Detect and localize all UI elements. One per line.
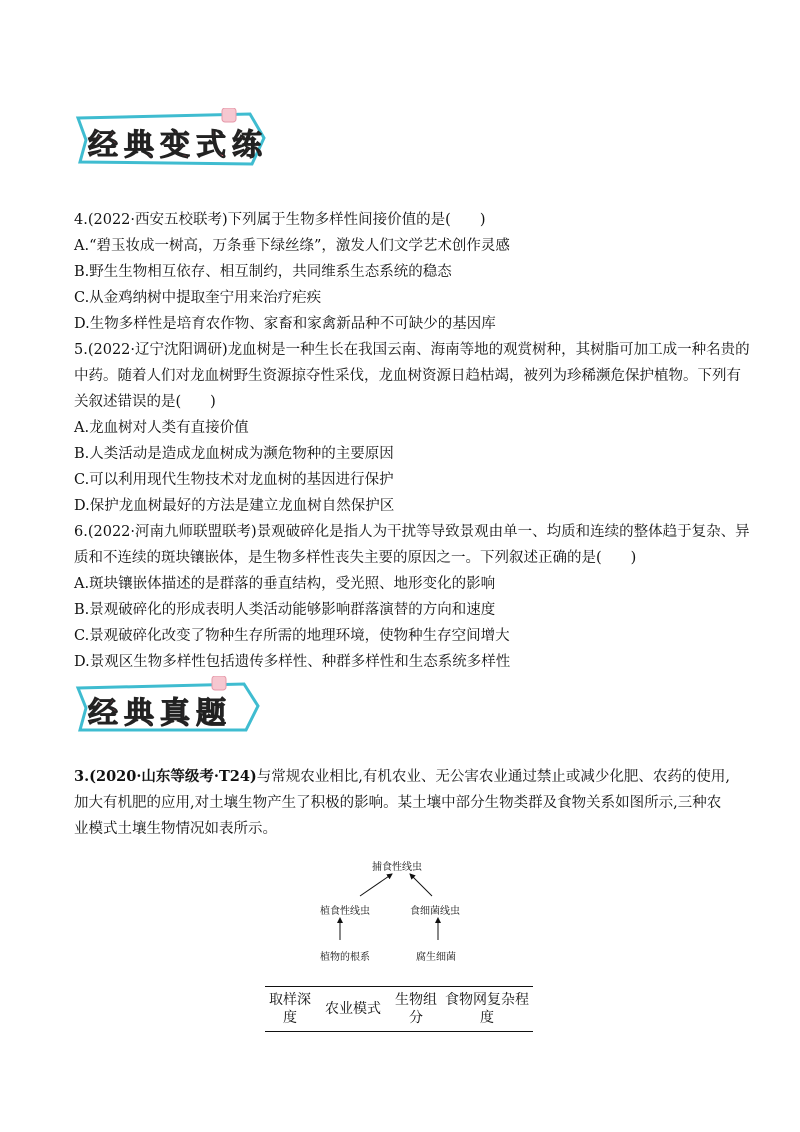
food-web-node-mid-left: 植食性线虫 — [320, 906, 370, 917]
food-web-node-top: 捕食性线虫 — [372, 862, 422, 873]
question-5-stem-line1: 5.(2022·辽宁沈阳调研)龙血树是一种生长在我国云南、海南等地的观赏树种，其树脂可加工成一种名贵的 — [74, 342, 750, 358]
question-6-stem-line1: 6.(2022·河南九师联盟联考)景观破碎化是指人为干扰等导致景观由单一、均质和连续的整体趋于复杂、异 — [74, 524, 750, 540]
question-4-option-d: D.生物多样性是培育农作物、家畜和家禽新品种不可缺少的基因库 — [74, 316, 496, 332]
question-3-paragraph — [74, 764, 734, 842]
question-5-stem-line2: 中药。随着人们对龙血树野生资源掠夺性采伐，龙血树资源日趋枯竭，被列为珍稀濒危保护植物。下列有 — [74, 368, 741, 384]
section-title: 经典变式练 — [88, 128, 268, 163]
food-web-diagram — [320, 860, 490, 970]
question-5-option-a: A.龙血树对人类有直接价值 — [74, 420, 249, 436]
food-web-node-mid-right: 食细菌线虫 — [410, 906, 460, 917]
soil-table — [265, 986, 533, 1032]
question-5-option-d: D.保护龙血树最好的方法是建立龙血树自然保护区 — [74, 498, 395, 514]
question-4-stem: 4.(2022·西安五校联考)下列属于生物多样性间接价值的是( ) — [74, 212, 486, 228]
section-banner-variant — [74, 108, 274, 170]
table-header-mode: 农业模式 — [315, 987, 391, 1032]
table-header-component: 生物组 分 — [391, 987, 441, 1032]
question-5-stem-line3: 关叙述错误的是( ) — [74, 394, 216, 410]
section-title: 经典真题 — [88, 696, 232, 731]
table-header-depth: 取样深 度 — [265, 987, 315, 1032]
question-6-option-c: C.景观破碎化改变了物种生存所需的地理环境，使物种生存空间增大 — [74, 628, 510, 644]
table-header-complexity: 食物网复杂程 度 — [441, 987, 533, 1032]
question-4-option-a: A.“碧玉妆成一树高，万条垂下绿丝绦”，激发人们文学艺术创作灵感 — [74, 238, 510, 254]
question-6-option-b: B.景观破碎化的形成表明人类活动能够影响群落演替的方向和速度 — [74, 602, 496, 618]
question-5-option-c: C.可以利用现代生物技术对龙血树的基因进行保护 — [74, 472, 394, 488]
question-4-option-c: C.从金鸡纳树中提取奎宁用来治疗疟疾 — [74, 290, 322, 306]
food-web-node-bottom-left: 植物的根系 — [320, 952, 370, 963]
question-4-option-b: B.野生生物相互依存、相互制约，共同维系生态系统的稳态 — [74, 264, 452, 280]
food-web-node-bottom-right: 腐生细菌 — [416, 952, 456, 963]
question-3-text: 与常规农业相比,有机农业、无公害农业通过禁止或减少化肥、农药的使用,加大有机肥的应用,对土壤生物产生了积极的影响。某土壤中部分生物类群及食物关系如图所示,三种农业模式土壤生物情况如表所示。 — [74, 769, 730, 837]
question-6-option-d: D.景观区生物多样性包括遗传多样性、种群多样性和生态系统多样性 — [74, 654, 511, 670]
question-5-option-b: B.人类活动是造成龙血树成为濒危物种的主要原因 — [74, 446, 394, 462]
question-3-source: 3.(2020·山东等级考·T24) — [74, 768, 257, 785]
question-6-stem-line2: 质和不连续的斑块镶嵌体，是生物多样性丧失主要的原因之一。下列叙述正确的是( ) — [74, 550, 637, 566]
section-banner-real — [74, 676, 274, 738]
table-header-row — [265, 987, 533, 1032]
question-6-option-a: A.斑块镶嵌体描述的是群落的垂直结构，受光照、地形变化的影响 — [74, 576, 496, 592]
